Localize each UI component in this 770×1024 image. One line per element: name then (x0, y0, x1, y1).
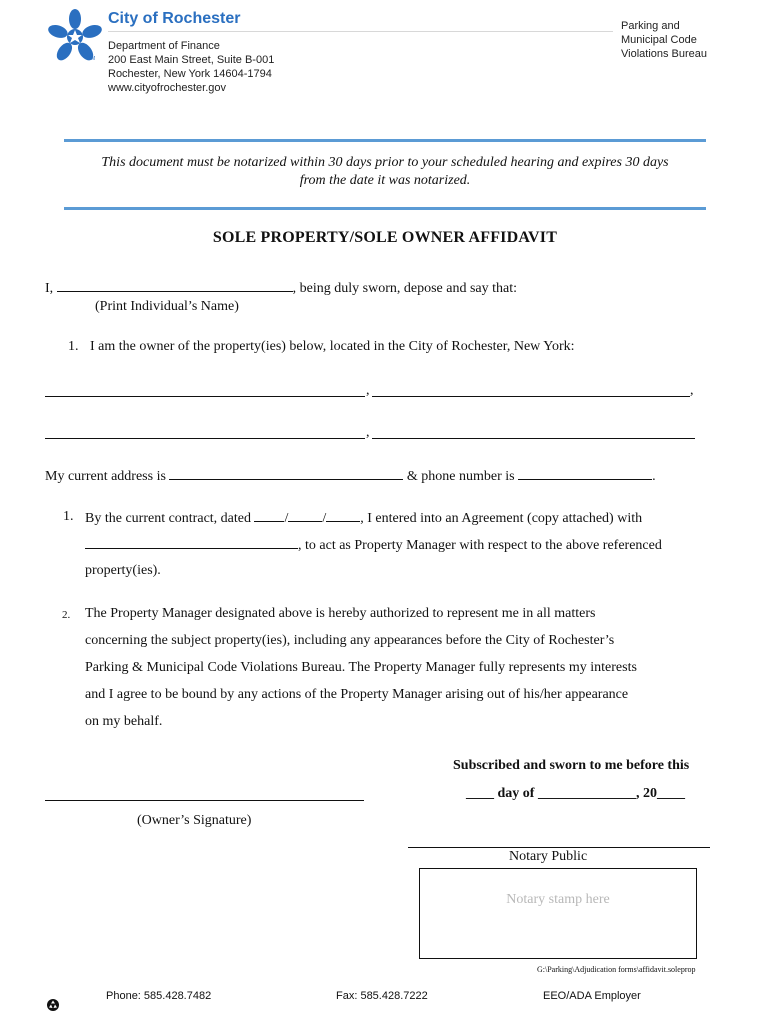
recycle-icon (46, 998, 60, 1012)
notary-stamp-box[interactable] (419, 868, 697, 959)
item2-line-2: concerning the subject property(ies), including any appearances before the City of Rochester’s (85, 633, 615, 648)
notice-line-2: from the date it was notarized. (299, 173, 471, 188)
header-rule (108, 31, 613, 32)
sworn-day-row (466, 786, 685, 802)
manager-text: , to act as Property Manager with respect to the above referenced (298, 538, 662, 553)
property-text: property(ies). (85, 563, 161, 578)
notice-line-1: This document must be notarized within 30 days prior to your scheduled hearing and expires 30 days (101, 155, 669, 170)
phone-label: & phone number is (406, 469, 515, 484)
property-field-1[interactable] (45, 396, 365, 397)
contract-number: 1. (63, 509, 74, 524)
date-separator: / (284, 511, 289, 526)
i-prefix: I, (45, 281, 54, 296)
notary-signature-field[interactable] (408, 847, 710, 848)
owner-signature-field[interactable] (45, 800, 364, 801)
footer-employer: EEO/ADA Employer (543, 990, 641, 1002)
item2-line-4: and I agree to be bound by any actions of the Property Manager arising out of his/her appearance (85, 687, 629, 702)
bureau-line-1: Parking and (621, 20, 680, 32)
contract-prefix: By the current contract, dated (85, 511, 251, 526)
sworn-text: , being duly sworn, depose and say that: (292, 281, 518, 296)
sworn-before-text: Subscribed and sworn to me before this (453, 758, 690, 773)
bureau-line-3: Violations Bureau (621, 48, 708, 60)
org-name: City of Rochester (108, 10, 241, 27)
contract-year-field[interactable] (326, 509, 360, 522)
bureau-line-2: Municipal Code (621, 34, 697, 46)
notice-top-bar (64, 139, 706, 142)
address-label: My current address is (45, 469, 166, 484)
department-name: Department of Finance (108, 40, 220, 52)
contract-month-field[interactable] (254, 509, 284, 522)
notary-public-label: Notary Public (509, 849, 588, 864)
logo-trademark: TM (88, 56, 96, 62)
form-title: SOLE PROPERTY/SOLE OWNER AFFIDAVIT (212, 229, 558, 246)
month-blank[interactable]: ______________ (537, 786, 636, 801)
property-field-4[interactable] (372, 438, 695, 439)
address-period: . (652, 469, 656, 484)
footer-fax: Fax: 585.428.7222 (336, 990, 428, 1002)
contract-row (85, 509, 642, 527)
day-blank[interactable]: ____ (466, 786, 494, 801)
manager-row (85, 536, 662, 554)
item1-number: 1. (68, 339, 79, 354)
property-manager-field[interactable] (85, 536, 298, 549)
sworn-statement (45, 279, 517, 297)
contract-day-field[interactable] (288, 509, 322, 522)
property-comma-2: , (690, 383, 694, 398)
phone-number-field[interactable] (518, 467, 652, 480)
owner-signature-caption: (Owner’s Signature) (137, 813, 252, 828)
item1-text: I am the owner of the property(ies) below, located in the City of Rochester, New York: (90, 339, 575, 354)
file-path: G:\Parking\Adjudication forms\affidavit.soleprop (537, 965, 696, 974)
property-comma-1: , (366, 383, 370, 398)
item2-line-3: Parking & Municipal Code Violations Bureau. The Property Manager fully represents my interests (85, 660, 637, 675)
notice-bottom-bar (64, 207, 706, 210)
property-field-2[interactable] (372, 396, 690, 397)
footer-phone: Phone: 585.428.7482 (106, 990, 212, 1002)
item2-line-5: on my behalf. (85, 714, 163, 729)
year-prefix: , 20 (635, 786, 657, 801)
day-of-text: day of (497, 786, 535, 801)
property-field-3[interactable] (45, 438, 365, 439)
address-line-2: Rochester, New York 14604-1794 (108, 68, 272, 80)
address-line-1: 200 East Main Street, Suite B-001 (108, 54, 275, 66)
website-link[interactable]: www.cityofrochester.gov (108, 82, 226, 94)
item2-number: 2. (62, 609, 71, 621)
date-separator: / (322, 511, 327, 526)
property-comma-3: , (366, 425, 370, 440)
individual-name-field[interactable] (57, 279, 293, 292)
item2-line-1: The Property Manager designated above is hereby authorized to represent me in all matters (85, 606, 596, 621)
notary-stamp-placeholder: Notary stamp here (506, 892, 610, 907)
year-blank[interactable]: ____ (656, 786, 685, 801)
contract-suffix: , I entered into an Agreement (copy attached) with (360, 511, 643, 526)
current-address-field[interactable] (169, 467, 403, 480)
address-row (45, 467, 656, 485)
name-caption: (Print Individual’s Name) (95, 299, 239, 314)
